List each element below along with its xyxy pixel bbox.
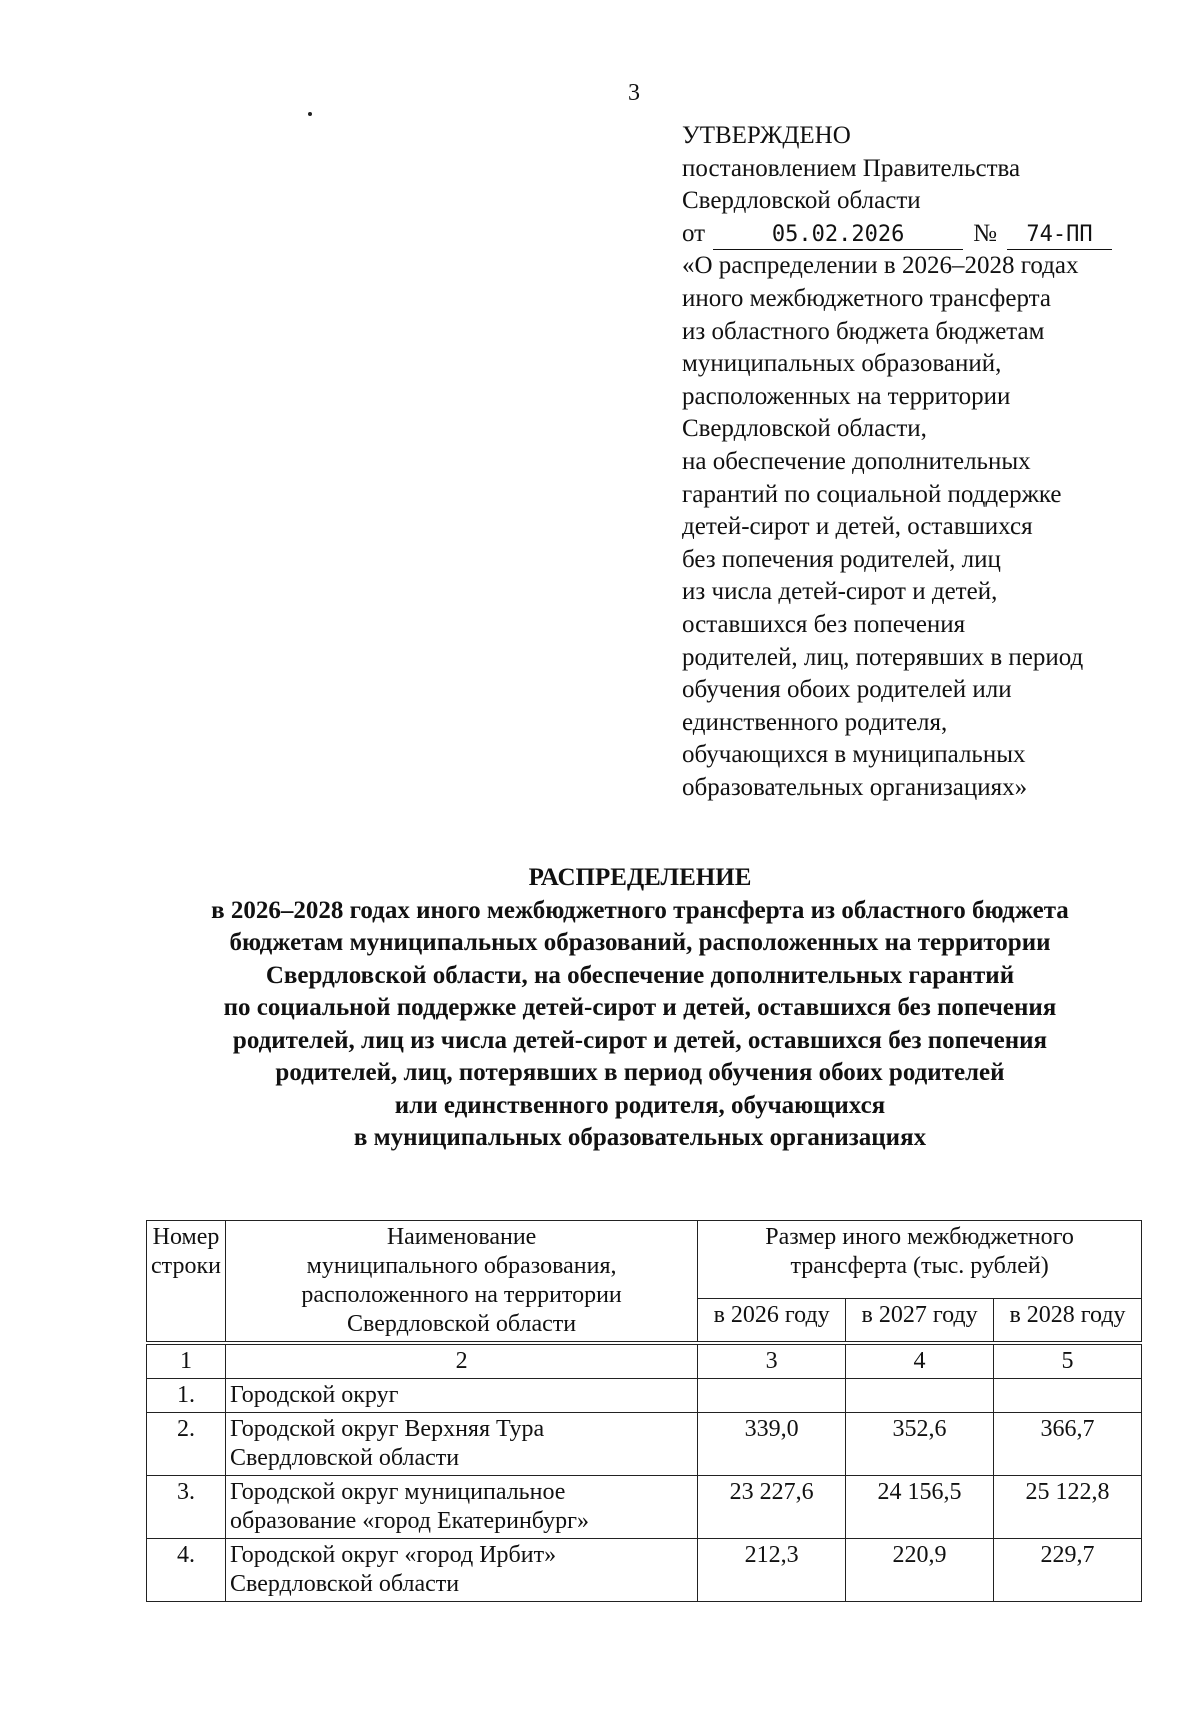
distribution-table xyxy=(146,1220,1142,1602)
approval-line: муниципальных образований, xyxy=(682,350,1002,378)
column-number: 2 xyxy=(226,1343,698,1379)
amount-2026: 23 227,6 xyxy=(698,1476,846,1539)
header-text: расположенного на территории xyxy=(301,1282,622,1308)
table-row xyxy=(147,1379,1142,1413)
header-text: муниципального образования, xyxy=(306,1253,617,1279)
approval-heading: УТВЕРЖДЕНО xyxy=(682,122,851,149)
amount-2026 xyxy=(698,1379,846,1413)
approval-line: «О распределении в 2026–2028 годах xyxy=(682,252,1079,280)
amount-2027: 24 156,5 xyxy=(846,1476,994,1539)
document-title xyxy=(140,862,1140,1155)
municipality-name xyxy=(226,1539,698,1602)
row-number: 2. xyxy=(147,1413,226,1476)
amount-2027: 220,9 xyxy=(846,1539,994,1602)
amount-2028: 229,7 xyxy=(994,1539,1142,1602)
column-numbers-row xyxy=(147,1343,1142,1379)
approval-line: Свердловской области, xyxy=(682,415,927,443)
title-line: Свердловской области, на обеспечение дополнительных гарантий xyxy=(265,961,1015,989)
title-line: родителей, лиц, потерявших в период обучения обоих родителей xyxy=(275,1059,1005,1086)
table-row xyxy=(147,1539,1142,1602)
approval-line: единственного родителя, xyxy=(682,708,948,736)
date-prefix: от xyxy=(682,219,706,247)
approval-line: Свердловской области xyxy=(682,187,921,215)
amount-2027: 352,6 xyxy=(846,1413,994,1476)
approval-line: из областного бюджета бюджетам xyxy=(682,317,1045,345)
approval-line: обучения обоих родителей или xyxy=(682,676,1012,704)
municipality-name-line: Городской округ муниципальное xyxy=(230,1479,566,1505)
header-text: трансферта (тыс. рублей) xyxy=(790,1253,1049,1279)
municipality-name-line: образование «город Екатеринбург» xyxy=(230,1508,589,1534)
approval-line: без попечения родителей, лиц xyxy=(682,545,1001,573)
row-number: 1. xyxy=(147,1379,226,1413)
approval-number: 74-ПП xyxy=(1007,221,1112,250)
title-subtitle xyxy=(140,895,1140,1155)
approval-date-number-row xyxy=(682,218,1182,251)
title-line: в 2026–2028 годах иного межбюджетного трансферта из областного бюджета xyxy=(211,896,1069,924)
approval-line: иного межбюджетного трансферта xyxy=(682,284,1051,312)
municipality-name-line: Свердловской области xyxy=(230,1571,460,1597)
amount-2028: 366,7 xyxy=(994,1413,1142,1476)
header-text: Свердловской области xyxy=(347,1311,577,1337)
column-number: 1 xyxy=(147,1343,226,1379)
amount-2026: 212,3 xyxy=(698,1539,846,1602)
row-number: 4. xyxy=(147,1539,226,1602)
title-line: в муниципальных образовательных организациях xyxy=(353,1124,927,1151)
title-line: бюджетам муниципальных образований, расположенных на территории xyxy=(229,929,1051,956)
table-row xyxy=(147,1413,1142,1476)
scan-speck xyxy=(308,112,312,116)
header-year-2026: в 2026 году xyxy=(698,1299,846,1343)
municipality-name xyxy=(226,1413,698,1476)
header-text: Наименование xyxy=(386,1224,537,1250)
amount-2028: 25 122,8 xyxy=(994,1476,1142,1539)
title-line: или единственного родителя, обучающихся xyxy=(394,1091,886,1119)
amount-2026: 339,0 xyxy=(698,1413,846,1476)
municipality-name-line: Свердловской области xyxy=(230,1445,460,1471)
title-line: родителей, лиц из числа детей-сирот и детей, оставшихся без попечения xyxy=(232,1026,1048,1054)
approval-line: расположенных на территории xyxy=(682,382,1011,410)
table-body xyxy=(147,1379,1142,1602)
approval-resolution-title xyxy=(682,250,1182,804)
approval-line: на обеспечение дополнительных xyxy=(682,447,1031,475)
header-year-2028: в 2028 году xyxy=(994,1299,1142,1343)
municipality-name xyxy=(226,1476,698,1539)
municipality-name-line: Городской округ Верхняя Тура xyxy=(230,1416,545,1442)
approval-line: гарантий по социальной поддержке xyxy=(682,480,1062,508)
header-year-2027: в 2027 году xyxy=(846,1299,994,1343)
row-number: 3. xyxy=(147,1476,226,1539)
approval-line: из числа детей-сирот и детей, xyxy=(682,578,998,606)
title-heading: РАСПРЕДЕЛЕНИЕ xyxy=(528,864,752,891)
amount-2028 xyxy=(994,1379,1142,1413)
column-number: 3 xyxy=(698,1343,846,1379)
number-sign: № xyxy=(973,219,997,247)
approval-line: обучающихся в муниципальных xyxy=(682,741,1026,769)
header-text: Размер иного межбюджетного xyxy=(765,1224,1074,1250)
header-name xyxy=(226,1221,698,1344)
header-text: Номер xyxy=(152,1224,220,1250)
column-number: 5 xyxy=(994,1343,1142,1379)
approval-line: родителей, лиц, потерявших в период xyxy=(682,643,1084,671)
title-line: по социальной поддержке детей-сирот и детей, оставшихся без попечения xyxy=(223,994,1057,1021)
municipality-name-line: Городской округ «город Ирбит» xyxy=(230,1542,557,1568)
approval-date: 05.02.2026 xyxy=(713,221,963,250)
table-header-row xyxy=(147,1221,1142,1299)
approval-line: постановлением Правительства xyxy=(682,154,1021,182)
column-number: 4 xyxy=(846,1343,994,1379)
page-number: 3 xyxy=(628,80,640,106)
approval-line: образовательных организациях» xyxy=(682,773,1028,801)
header-amount-group xyxy=(698,1221,1142,1299)
header-row-number xyxy=(147,1221,226,1344)
amount-2027 xyxy=(846,1379,994,1413)
approval-line: оставшихся без попечения xyxy=(682,610,966,638)
municipality-name xyxy=(226,1379,698,1413)
header-text: строки xyxy=(151,1253,221,1279)
municipality-name-line: Городской округ xyxy=(230,1382,399,1408)
approval-line: детей-сирот и детей, оставшихся xyxy=(682,513,1033,541)
approval-stamp xyxy=(682,120,1182,804)
table-row xyxy=(147,1476,1142,1539)
